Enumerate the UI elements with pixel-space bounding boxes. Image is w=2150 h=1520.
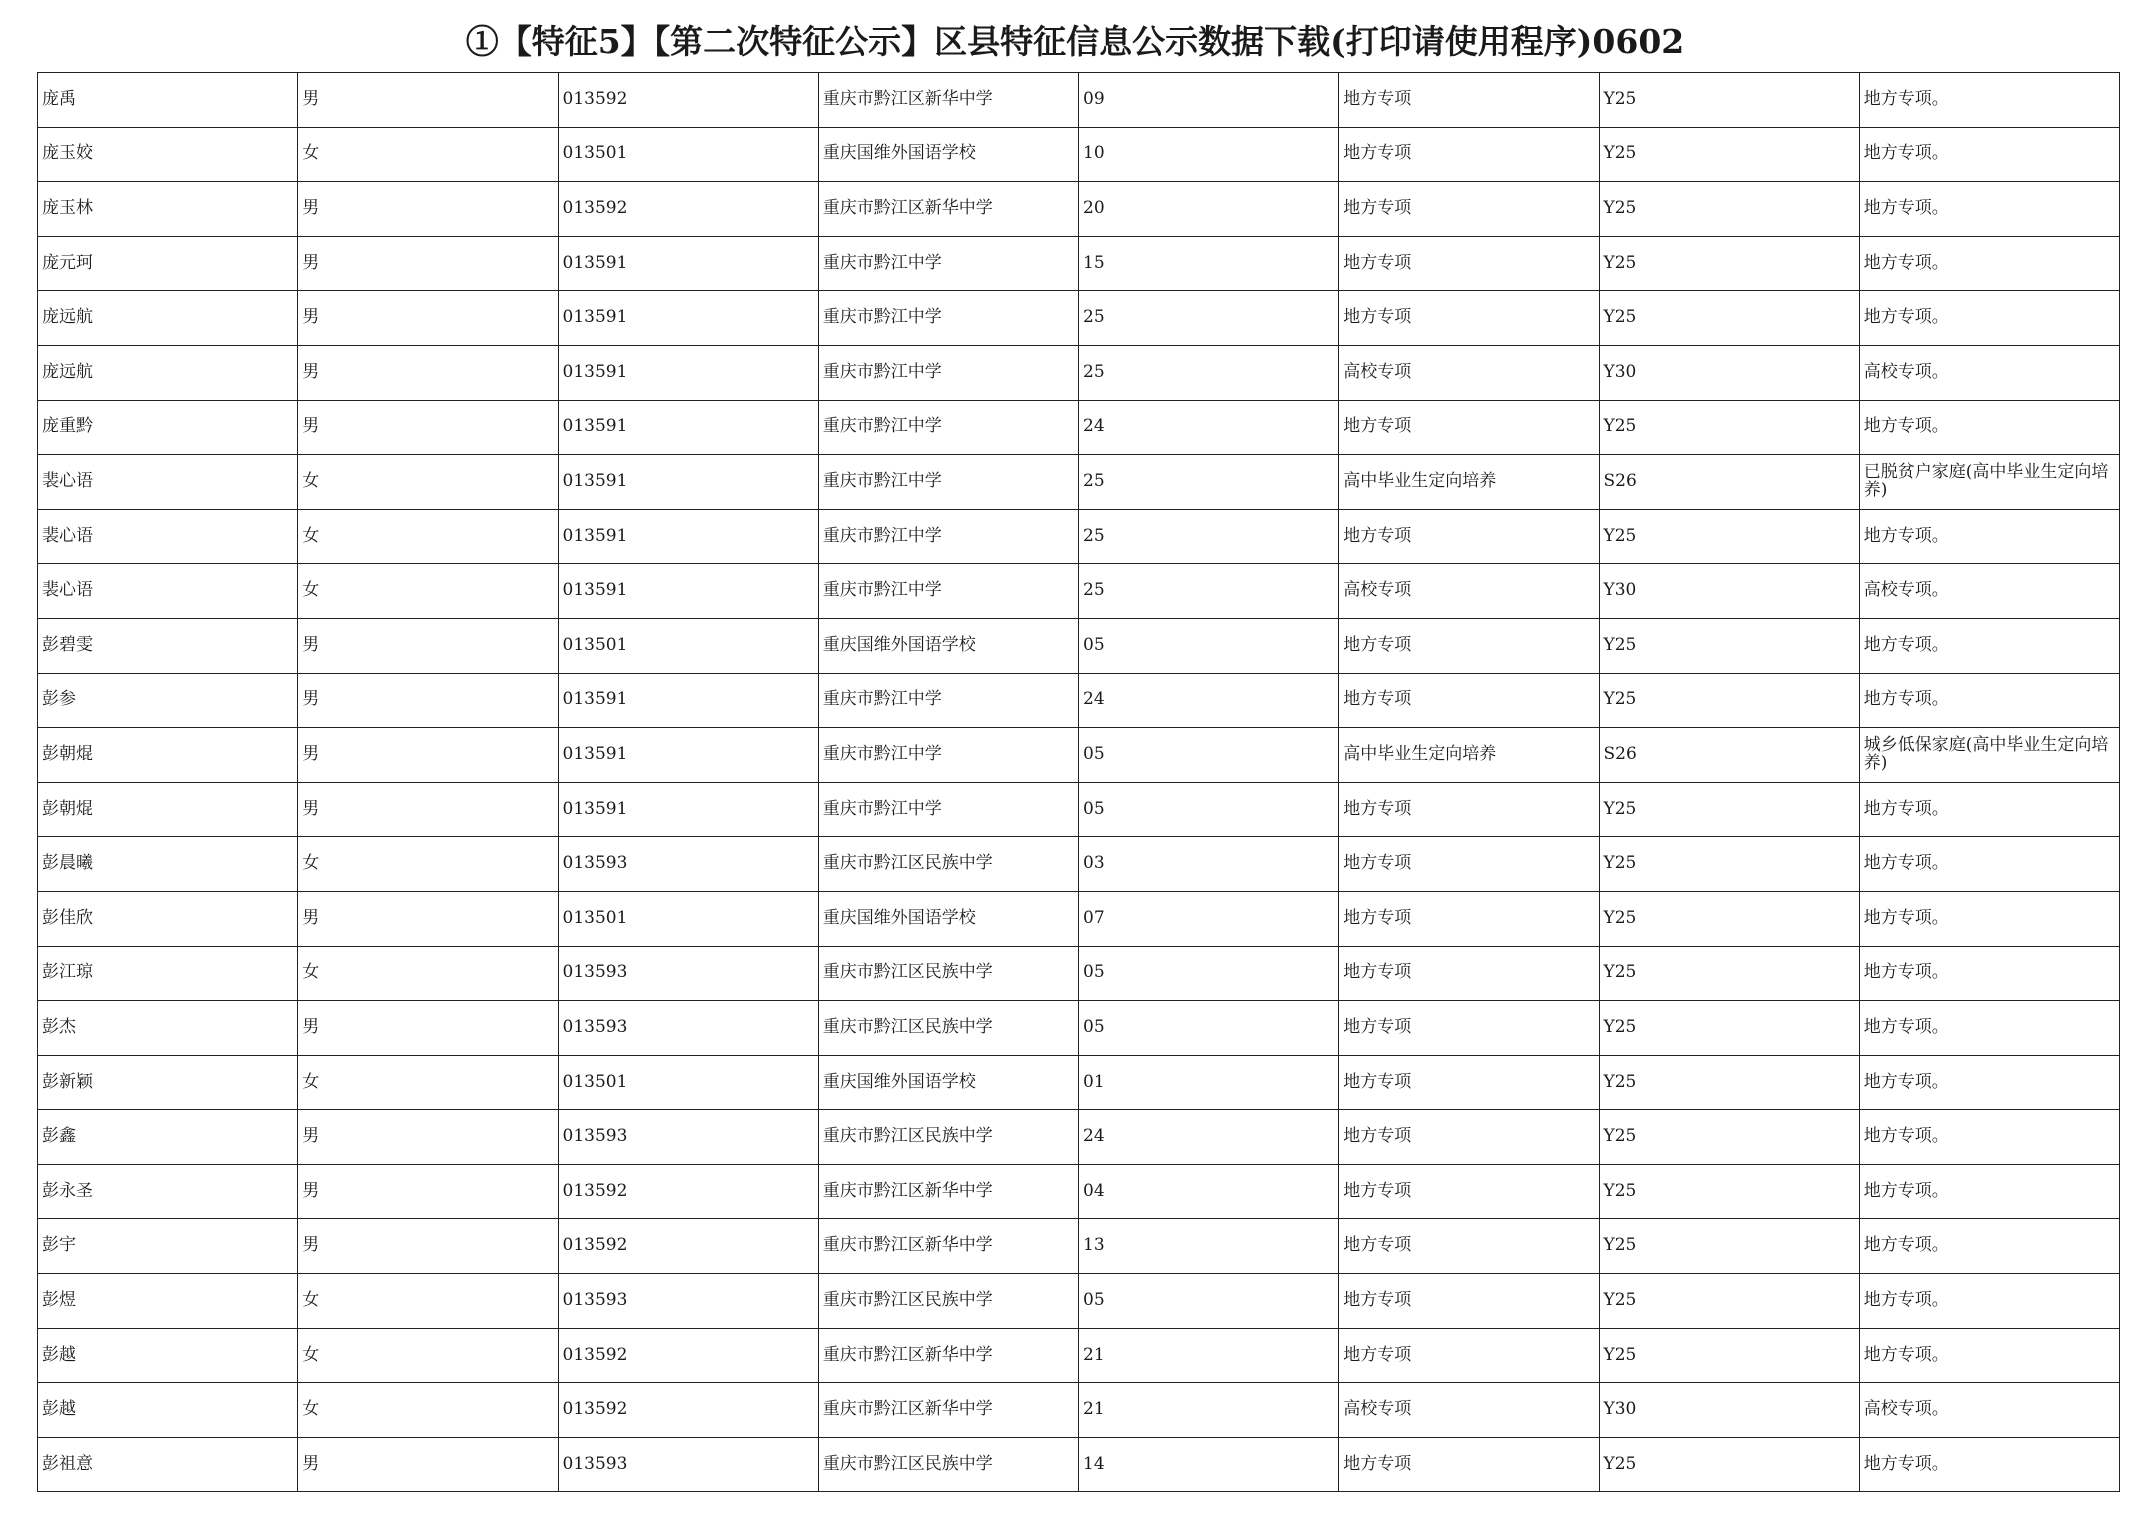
school-cell: 重庆市黔江中学 bbox=[818, 728, 1078, 783]
remark-cell: 地方专项。 bbox=[1859, 127, 2119, 182]
type-cell: 高中毕业生定向培养 bbox=[1339, 728, 1599, 783]
code-cell: 013501 bbox=[558, 618, 818, 673]
category-code-cell: Y25 bbox=[1599, 1274, 1859, 1329]
code-cell: 013501 bbox=[558, 127, 818, 182]
school-cell: 重庆市黔江中学 bbox=[818, 400, 1078, 455]
type-cell: 地方专项 bbox=[1339, 1437, 1599, 1492]
table-row bbox=[38, 837, 2120, 892]
remark-cell: 地方专项。 bbox=[1859, 1110, 2119, 1165]
code-cell: 013501 bbox=[558, 891, 818, 946]
school-cell: 重庆市黔江区新华中学 bbox=[818, 73, 1078, 128]
school-cell: 重庆市黔江中学 bbox=[818, 236, 1078, 291]
school-cell: 重庆市黔江区民族中学 bbox=[818, 1001, 1078, 1056]
code-cell: 013591 bbox=[558, 782, 818, 837]
category-code-cell: Y30 bbox=[1599, 564, 1859, 619]
table-row bbox=[38, 345, 2120, 400]
name-cell: 彭参 bbox=[38, 673, 298, 728]
category-code-cell: Y25 bbox=[1599, 509, 1859, 564]
type-cell: 地方专项 bbox=[1339, 618, 1599, 673]
name-cell: 庞玉姣 bbox=[38, 127, 298, 182]
type-cell: 地方专项 bbox=[1339, 182, 1599, 237]
remark-cell: 地方专项。 bbox=[1859, 73, 2119, 128]
code-cell: 013591 bbox=[558, 400, 818, 455]
code-cell: 013592 bbox=[558, 1328, 818, 1383]
remark-cell: 高校专项。 bbox=[1859, 345, 2119, 400]
table-body bbox=[38, 73, 2120, 1492]
table-row bbox=[38, 1274, 2120, 1329]
remark-cell: 地方专项。 bbox=[1859, 1055, 2119, 1110]
code-cell: 013591 bbox=[558, 455, 818, 510]
class-cell: 05 bbox=[1079, 946, 1339, 1001]
class-cell: 05 bbox=[1079, 728, 1339, 783]
name-cell: 裴心语 bbox=[38, 564, 298, 619]
remark-cell: 地方专项。 bbox=[1859, 782, 2119, 837]
school-cell: 重庆市黔江区民族中学 bbox=[818, 1274, 1078, 1329]
table-row bbox=[38, 1001, 2120, 1056]
table-row bbox=[38, 1219, 2120, 1274]
remark-cell: 高校专项。 bbox=[1859, 1383, 2119, 1438]
gender-cell: 男 bbox=[298, 1164, 558, 1219]
remark-cell: 地方专项。 bbox=[1859, 182, 2119, 237]
table-row bbox=[38, 1328, 2120, 1383]
code-cell: 013593 bbox=[558, 946, 818, 1001]
gender-cell: 男 bbox=[298, 345, 558, 400]
school-cell: 重庆市黔江中学 bbox=[818, 782, 1078, 837]
category-code-cell: Y25 bbox=[1599, 837, 1859, 892]
category-code-cell: Y25 bbox=[1599, 1164, 1859, 1219]
name-cell: 彭晨曦 bbox=[38, 837, 298, 892]
gender-cell: 女 bbox=[298, 837, 558, 892]
school-cell: 重庆市黔江区新华中学 bbox=[818, 1328, 1078, 1383]
table-row bbox=[38, 182, 2120, 237]
remark-cell: 已脱贫户家庭(高中毕业生定向培养) bbox=[1859, 455, 2119, 510]
type-cell: 高校专项 bbox=[1339, 345, 1599, 400]
class-cell: 13 bbox=[1079, 1219, 1339, 1274]
type-cell: 地方专项 bbox=[1339, 1328, 1599, 1383]
category-code-cell: Y25 bbox=[1599, 1001, 1859, 1056]
school-cell: 重庆国维外国语学校 bbox=[818, 1055, 1078, 1110]
gender-cell: 男 bbox=[298, 236, 558, 291]
name-cell: 彭煜 bbox=[38, 1274, 298, 1329]
class-cell: 05 bbox=[1079, 1274, 1339, 1329]
gender-cell: 女 bbox=[298, 946, 558, 1001]
name-cell: 庞远航 bbox=[38, 345, 298, 400]
name-cell: 彭祖意 bbox=[38, 1437, 298, 1492]
type-cell: 高校专项 bbox=[1339, 564, 1599, 619]
type-cell: 地方专项 bbox=[1339, 1055, 1599, 1110]
type-cell: 地方专项 bbox=[1339, 400, 1599, 455]
name-cell: 彭杰 bbox=[38, 1001, 298, 1056]
gender-cell: 男 bbox=[298, 1437, 558, 1492]
school-cell: 重庆市黔江中学 bbox=[818, 345, 1078, 400]
type-cell: 地方专项 bbox=[1339, 1164, 1599, 1219]
type-cell: 地方专项 bbox=[1339, 946, 1599, 1001]
table-row bbox=[38, 1110, 2120, 1165]
code-cell: 013591 bbox=[558, 291, 818, 346]
category-code-cell: S26 bbox=[1599, 455, 1859, 510]
data-table bbox=[37, 72, 2120, 1492]
type-cell: 地方专项 bbox=[1339, 1001, 1599, 1056]
class-cell: 24 bbox=[1079, 673, 1339, 728]
remark-cell: 地方专项。 bbox=[1859, 1164, 2119, 1219]
table-row bbox=[38, 728, 2120, 783]
remark-cell: 地方专项。 bbox=[1859, 1274, 2119, 1329]
type-cell: 地方专项 bbox=[1339, 1274, 1599, 1329]
code-cell: 013593 bbox=[558, 1274, 818, 1329]
class-cell: 03 bbox=[1079, 837, 1339, 892]
remark-cell: 高校专项。 bbox=[1859, 564, 2119, 619]
remark-cell: 地方专项。 bbox=[1859, 236, 2119, 291]
remark-cell: 地方专项。 bbox=[1859, 1219, 2119, 1274]
code-cell: 013593 bbox=[558, 1001, 818, 1056]
category-code-cell: Y30 bbox=[1599, 345, 1859, 400]
class-cell: 14 bbox=[1079, 1437, 1339, 1492]
category-code-cell: Y25 bbox=[1599, 1055, 1859, 1110]
remark-cell: 地方专项。 bbox=[1859, 1328, 2119, 1383]
category-code-cell: Y25 bbox=[1599, 673, 1859, 728]
gender-cell: 男 bbox=[298, 1219, 558, 1274]
gender-cell: 男 bbox=[298, 891, 558, 946]
name-cell: 彭越 bbox=[38, 1328, 298, 1383]
table-row bbox=[38, 73, 2120, 128]
gender-cell: 女 bbox=[298, 455, 558, 510]
remark-cell: 地方专项。 bbox=[1859, 1437, 2119, 1492]
class-cell: 05 bbox=[1079, 1001, 1339, 1056]
remark-cell: 地方专项。 bbox=[1859, 509, 2119, 564]
table-row bbox=[38, 1437, 2120, 1492]
name-cell: 彭越 bbox=[38, 1383, 298, 1438]
class-cell: 05 bbox=[1079, 618, 1339, 673]
category-code-cell: Y25 bbox=[1599, 182, 1859, 237]
table-row bbox=[38, 1055, 2120, 1110]
school-cell: 重庆市黔江区民族中学 bbox=[818, 1110, 1078, 1165]
category-code-cell: Y25 bbox=[1599, 891, 1859, 946]
class-cell: 20 bbox=[1079, 182, 1339, 237]
remark-cell: 地方专项。 bbox=[1859, 891, 2119, 946]
school-cell: 重庆市黔江中学 bbox=[818, 509, 1078, 564]
type-cell: 地方专项 bbox=[1339, 73, 1599, 128]
category-code-cell: Y25 bbox=[1599, 291, 1859, 346]
remark-cell: 地方专项。 bbox=[1859, 291, 2119, 346]
code-cell: 013593 bbox=[558, 837, 818, 892]
name-cell: 裴心语 bbox=[38, 509, 298, 564]
class-cell: 15 bbox=[1079, 236, 1339, 291]
table-row bbox=[38, 236, 2120, 291]
category-code-cell: Y25 bbox=[1599, 236, 1859, 291]
gender-cell: 女 bbox=[298, 564, 558, 619]
gender-cell: 男 bbox=[298, 782, 558, 837]
code-cell: 013591 bbox=[558, 345, 818, 400]
gender-cell: 女 bbox=[298, 127, 558, 182]
type-cell: 高中毕业生定向培养 bbox=[1339, 455, 1599, 510]
remark-cell: 地方专项。 bbox=[1859, 1001, 2119, 1056]
type-cell: 地方专项 bbox=[1339, 127, 1599, 182]
gender-cell: 男 bbox=[298, 182, 558, 237]
class-cell: 25 bbox=[1079, 291, 1339, 346]
gender-cell: 男 bbox=[298, 728, 558, 783]
gender-cell: 女 bbox=[298, 509, 558, 564]
category-code-cell: S26 bbox=[1599, 728, 1859, 783]
name-cell: 彭新颖 bbox=[38, 1055, 298, 1110]
table-row bbox=[38, 673, 2120, 728]
category-code-cell: Y30 bbox=[1599, 1383, 1859, 1438]
name-cell: 彭朝焜 bbox=[38, 728, 298, 783]
page-title: ①【特征5】【第二次特征公示】区县特征信息公示数据下载(打印请使用程序)0602 bbox=[465, 22, 1685, 61]
code-cell: 013591 bbox=[558, 728, 818, 783]
school-cell: 重庆市黔江中学 bbox=[818, 455, 1078, 510]
category-code-cell: Y25 bbox=[1599, 782, 1859, 837]
gender-cell: 男 bbox=[298, 618, 558, 673]
code-cell: 013592 bbox=[558, 73, 818, 128]
code-cell: 013593 bbox=[558, 1437, 818, 1492]
table-row bbox=[38, 782, 2120, 837]
name-cell: 庞远航 bbox=[38, 291, 298, 346]
type-cell: 高校专项 bbox=[1339, 1383, 1599, 1438]
class-cell: 05 bbox=[1079, 782, 1339, 837]
gender-cell: 男 bbox=[298, 400, 558, 455]
table-row bbox=[38, 509, 2120, 564]
school-cell: 重庆市黔江区新华中学 bbox=[818, 1383, 1078, 1438]
school-cell: 重庆市黔江中学 bbox=[818, 564, 1078, 619]
table-row bbox=[38, 400, 2120, 455]
code-cell: 013592 bbox=[558, 1164, 818, 1219]
school-cell: 重庆国维外国语学校 bbox=[818, 891, 1078, 946]
class-cell: 24 bbox=[1079, 1110, 1339, 1165]
category-code-cell: Y25 bbox=[1599, 73, 1859, 128]
category-code-cell: Y25 bbox=[1599, 127, 1859, 182]
class-cell: 25 bbox=[1079, 564, 1339, 619]
remark-cell: 地方专项。 bbox=[1859, 673, 2119, 728]
type-cell: 地方专项 bbox=[1339, 236, 1599, 291]
class-cell: 25 bbox=[1079, 345, 1339, 400]
remark-cell: 地方专项。 bbox=[1859, 400, 2119, 455]
table-row bbox=[38, 1164, 2120, 1219]
name-cell: 彭永圣 bbox=[38, 1164, 298, 1219]
class-cell: 10 bbox=[1079, 127, 1339, 182]
gender-cell: 男 bbox=[298, 291, 558, 346]
class-cell: 07 bbox=[1079, 891, 1339, 946]
remark-cell: 城乡低保家庭(高中毕业生定向培养) bbox=[1859, 728, 2119, 783]
gender-cell: 女 bbox=[298, 1328, 558, 1383]
code-cell: 013591 bbox=[558, 673, 818, 728]
name-cell: 彭鑫 bbox=[38, 1110, 298, 1165]
category-code-cell: Y25 bbox=[1599, 1219, 1859, 1274]
class-cell: 21 bbox=[1079, 1328, 1339, 1383]
table-row bbox=[38, 564, 2120, 619]
code-cell: 013501 bbox=[558, 1055, 818, 1110]
table-row bbox=[38, 891, 2120, 946]
gender-cell: 男 bbox=[298, 73, 558, 128]
type-cell: 地方专项 bbox=[1339, 1219, 1599, 1274]
table-row bbox=[38, 291, 2120, 346]
gender-cell: 男 bbox=[298, 1110, 558, 1165]
remark-cell: 地方专项。 bbox=[1859, 837, 2119, 892]
gender-cell: 男 bbox=[298, 1001, 558, 1056]
category-code-cell: Y25 bbox=[1599, 618, 1859, 673]
name-cell: 庞重黔 bbox=[38, 400, 298, 455]
gender-cell: 女 bbox=[298, 1274, 558, 1329]
type-cell: 地方专项 bbox=[1339, 782, 1599, 837]
remark-cell: 地方专项。 bbox=[1859, 618, 2119, 673]
school-cell: 重庆市黔江区民族中学 bbox=[818, 1437, 1078, 1492]
category-code-cell: Y25 bbox=[1599, 400, 1859, 455]
class-cell: 25 bbox=[1079, 455, 1339, 510]
gender-cell: 男 bbox=[298, 673, 558, 728]
code-cell: 013592 bbox=[558, 1383, 818, 1438]
table-row bbox=[38, 127, 2120, 182]
category-code-cell: Y25 bbox=[1599, 1437, 1859, 1492]
category-code-cell: Y25 bbox=[1599, 946, 1859, 1001]
code-cell: 013591 bbox=[558, 564, 818, 619]
class-cell: 04 bbox=[1079, 1164, 1339, 1219]
type-cell: 地方专项 bbox=[1339, 837, 1599, 892]
name-cell: 彭宇 bbox=[38, 1219, 298, 1274]
name-cell: 彭朝焜 bbox=[38, 782, 298, 837]
category-code-cell: Y25 bbox=[1599, 1110, 1859, 1165]
school-cell: 重庆国维外国语学校 bbox=[818, 618, 1078, 673]
class-cell: 21 bbox=[1079, 1383, 1339, 1438]
school-cell: 重庆市黔江中学 bbox=[818, 673, 1078, 728]
type-cell: 地方专项 bbox=[1339, 673, 1599, 728]
name-cell: 彭江琼 bbox=[38, 946, 298, 1001]
table-row bbox=[38, 618, 2120, 673]
type-cell: 地方专项 bbox=[1339, 1110, 1599, 1165]
name-cell: 彭碧雯 bbox=[38, 618, 298, 673]
code-cell: 013592 bbox=[558, 182, 818, 237]
code-cell: 013592 bbox=[558, 1219, 818, 1274]
code-cell: 013593 bbox=[558, 1110, 818, 1165]
name-cell: 庞玉林 bbox=[38, 182, 298, 237]
table-row bbox=[38, 455, 2120, 510]
class-cell: 25 bbox=[1079, 509, 1339, 564]
remark-cell: 地方专项。 bbox=[1859, 946, 2119, 1001]
table-row bbox=[38, 1383, 2120, 1438]
class-cell: 01 bbox=[1079, 1055, 1339, 1110]
class-cell: 24 bbox=[1079, 400, 1339, 455]
name-cell: 庞元珂 bbox=[38, 236, 298, 291]
name-cell: 裴心语 bbox=[38, 455, 298, 510]
gender-cell: 女 bbox=[298, 1383, 558, 1438]
school-cell: 重庆国维外国语学校 bbox=[818, 127, 1078, 182]
type-cell: 地方专项 bbox=[1339, 291, 1599, 346]
gender-cell: 女 bbox=[298, 1055, 558, 1110]
school-cell: 重庆市黔江区民族中学 bbox=[818, 837, 1078, 892]
name-cell: 庞禹 bbox=[38, 73, 298, 128]
code-cell: 013591 bbox=[558, 509, 818, 564]
code-cell: 013591 bbox=[558, 236, 818, 291]
school-cell: 重庆市黔江区新华中学 bbox=[818, 182, 1078, 237]
type-cell: 地方专项 bbox=[1339, 891, 1599, 946]
class-cell: 09 bbox=[1079, 73, 1339, 128]
school-cell: 重庆市黔江区民族中学 bbox=[818, 946, 1078, 1001]
table-row bbox=[38, 946, 2120, 1001]
category-code-cell: Y25 bbox=[1599, 1328, 1859, 1383]
school-cell: 重庆市黔江区新华中学 bbox=[818, 1164, 1078, 1219]
school-cell: 重庆市黔江区新华中学 bbox=[818, 1219, 1078, 1274]
school-cell: 重庆市黔江中学 bbox=[818, 291, 1078, 346]
type-cell: 地方专项 bbox=[1339, 509, 1599, 564]
name-cell: 彭佳欣 bbox=[38, 891, 298, 946]
